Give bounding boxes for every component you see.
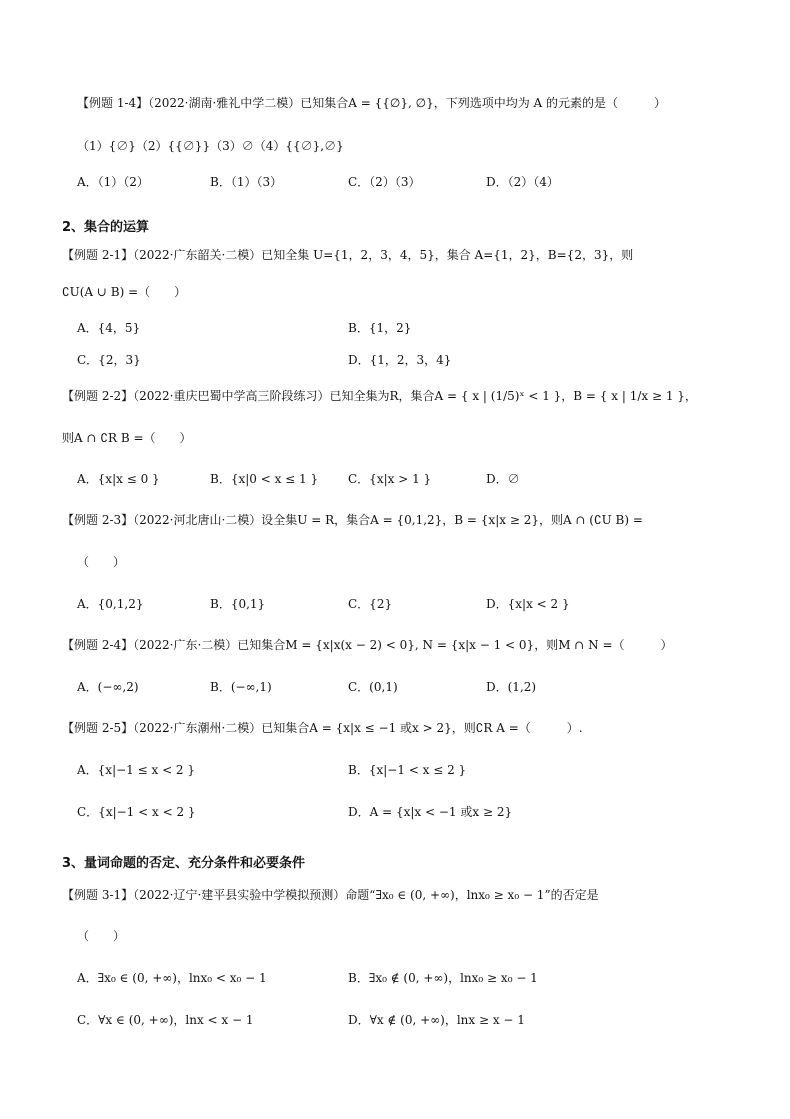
question-3-1-cont: （ ） (77, 929, 126, 943)
question-2-3-cont: （ ） (77, 555, 126, 569)
option-a: A．∃x₀ ∈ (0, +∞)，lnx₀ < x₀ − 1 (77, 971, 267, 985)
option-c: C．{x|x > 1 } (348, 472, 432, 486)
option-c: C．(0,1) (348, 680, 398, 694)
option-b: B．{x|−1 < x ≤ 2 } (348, 763, 467, 777)
option-c: C．{2，3} (77, 353, 141, 367)
option-a: A．(−∞,2) (77, 680, 139, 694)
option-a: A．{0,1,2} (77, 597, 144, 611)
option-c: C．{x|−1 < x < 2 } (77, 805, 196, 819)
question-2-1-stem: 【例题 2-1】（2022·广东韶关·二模）已知全集 U={1，2，3，4，5}，集合 A={1，2}，B={2，3}，则 (62, 248, 634, 262)
question-2-4-stem: 【例题 2-4】（2022·广东·二模）已知集合M = {x|x(x − 2) < 0}, N = {x|x − 1 < 0}，则M ∩ N =（ ） (62, 638, 673, 652)
option-b: B．(−∞,1) (210, 680, 272, 694)
option-a: A．{x|−1 ≤ x < 2 } (77, 763, 196, 777)
option-a: A．（1）（2） (77, 175, 149, 189)
section-heading-2: 2、集合的运算 (62, 220, 150, 235)
option-d: D．{1，2，3，4} (348, 353, 452, 367)
option-a: A．{4，5} (77, 321, 141, 335)
option-d: D．∀x ∉ (0, +∞)，lnx ≥ x − 1 (348, 1013, 525, 1027)
option-d: D．(1,2) (486, 680, 537, 694)
option-b: B．{0,1} (210, 597, 266, 611)
option-b: B．∃x₀ ∉ (0, +∞)，lnx₀ ≥ x₀ − 1 (348, 971, 538, 985)
option-d: D．A = {x|x < −1 或x ≥ 2} (348, 805, 513, 819)
option-d: D．（2）（4） (486, 175, 559, 189)
question-2-3-stem: 【例题 2-3】（2022·河北唐山·二模）设全集U = R，集合A = {0,1,2}，B = {x|x ≥ 2}，则A ∩ (∁U B) = (62, 513, 643, 527)
option-d: D．∅ (486, 472, 520, 486)
option-d: D．{x|x < 2 } (486, 597, 570, 611)
question-1-4-items: （1）{∅}（2）{{∅}}（3）∅（4）{{∅},∅} (77, 139, 344, 153)
option-c: C．∀x ∈ (0, +∞)，lnx < x − 1 (77, 1013, 254, 1027)
option-b: B．（1）（3） (210, 175, 283, 189)
question-3-1-stem: 【例题 3-1】（2022·辽宁·建平县实验中学模拟预测）命题“∃x₀ ∈ (0, +∞)，lnx₀ ≥ x₀ − 1”的否定是 (62, 888, 599, 902)
section-heading-3: 3、量词命题的否定、充分条件和必要条件 (62, 856, 306, 871)
question-1-4-stem: 【例题 1-4】（2022·湖南·雅礼中学二模）已知集合A = {{∅}, ∅}，下列选项中均为 A 的元素的是（ ） (77, 96, 667, 110)
question-2-5-stem: 【例题 2-5】（2022·广东潮州·二模）已知集合A = {x|x ≤ −1 或x > 2}，则∁R A =（ ）. (62, 721, 583, 735)
option-b: B．{1，2} (348, 321, 412, 335)
question-2-2-cont: 则A ∩ ∁R B =（ ） (62, 431, 192, 445)
question-2-1-cont: ∁U(A ∪ B) =（ ） (62, 285, 187, 299)
option-c: C．{2} (348, 597, 393, 611)
option-a: A．{x|x ≤ 0 } (77, 472, 160, 486)
option-c: C．（2）（3） (348, 175, 421, 189)
question-2-2-stem: 【例题 2-2】（2022·重庆巴蜀中学高三阶段练习）已知全集为R，集合A = { x | (1/5)ˣ < 1 }，B = { x | 1/x ≥ 1 }， (62, 389, 697, 403)
option-b: B．{x|0 < x ≤ 1 } (210, 472, 319, 486)
